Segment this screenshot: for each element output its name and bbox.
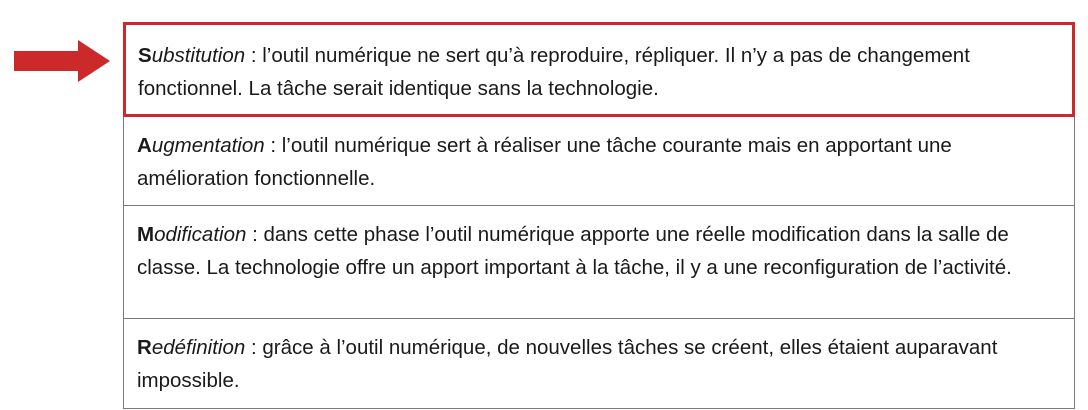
row-substitution	[123, 22, 1075, 117]
right-arrow-icon	[14, 40, 110, 82]
term-name: edéfinition	[151, 336, 246, 359]
definition-text: : grâce à l’outil numérique, de nouvelles tâches se créent, elles étaient auparavant impossible.	[137, 336, 998, 392]
definition-text: : l’outil numérique sert à réaliser une tâche courante mais en apportant une amélioration fonctionnelle.	[137, 134, 952, 190]
row-modification	[123, 206, 1075, 319]
row-augmentation	[123, 117, 1075, 206]
samr-table	[123, 22, 1075, 409]
term-initial: A	[137, 134, 152, 157]
definition-text: : l’outil numérique ne sert qu’à reproduire, répliquer. Il n’y a pas de changement fonctionnel. La tâche serait identique sans la technologie.	[138, 44, 970, 100]
term-name: ugmentation	[151, 134, 265, 157]
term-name: odification	[154, 223, 247, 246]
term-initial: S	[138, 44, 152, 67]
term-name: ubstitution	[151, 44, 246, 67]
term-initial: R	[137, 336, 152, 359]
row-redefinition	[123, 319, 1075, 409]
definition-text: : dans cette phase l’outil numérique apporte une réelle modification dans la salle de classe. La technologie offre un apport important à la tâche, il y a une reconfiguration de l’activité.	[137, 223, 1012, 279]
term-initial: M	[137, 223, 155, 246]
